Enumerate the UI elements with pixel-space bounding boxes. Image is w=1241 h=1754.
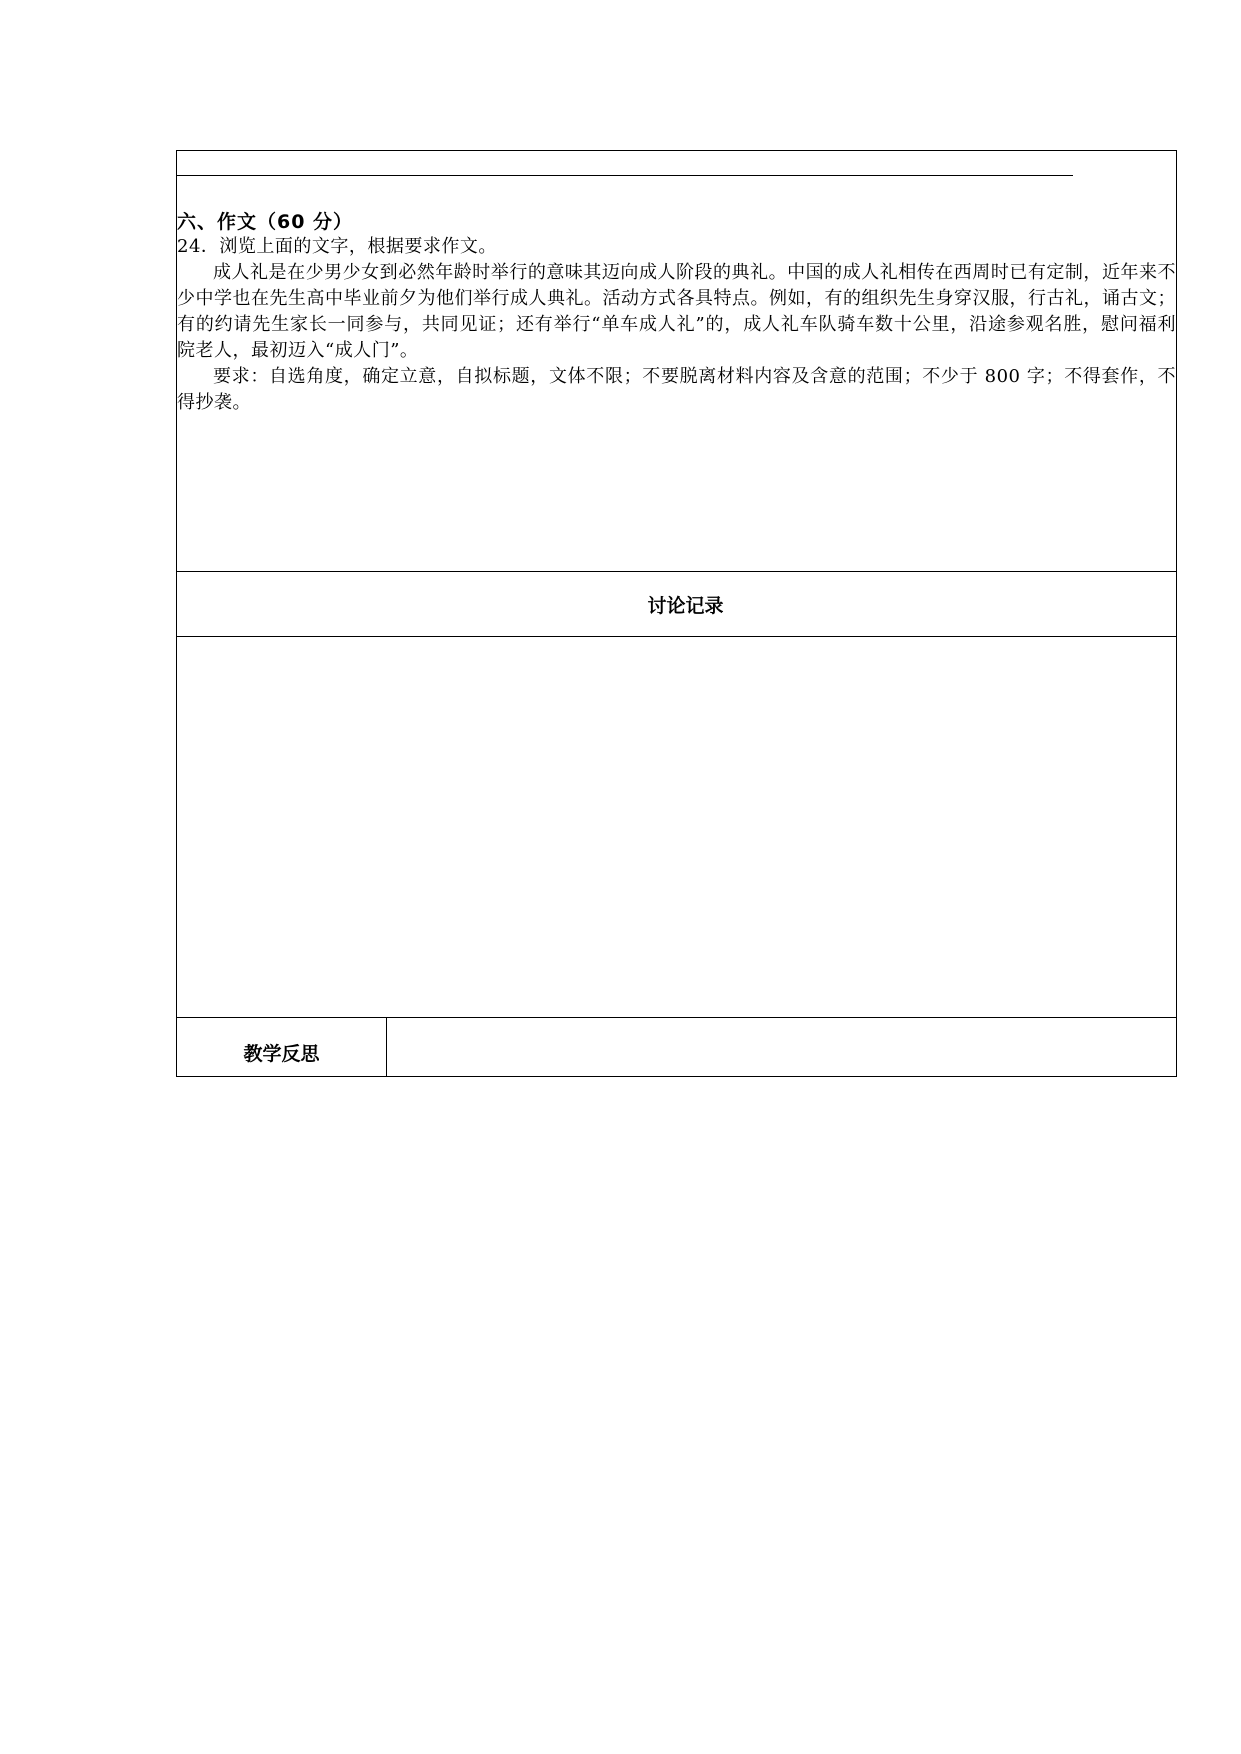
material-paragraph: 成人礼是在少男少女到必然年龄时举行的意味其迈向成人阶段的典礼。中国的成人礼相传在西周时已有定制，近年来不少中学也在先生高中毕业前夕为他们举行成人典礼。活动方式各具特点。例如，有的组织先生身穿汉服，行古礼，诵古文；有的约请先生家长一同参与，共同见证；还有举行“单车成人礼”的，成人礼车队骑车数十公里，沿途参观名胜，慰问福利院老人，最初迈入“成人门”。 (177, 262, 1177, 361)
discussion-content[interactable] (177, 637, 1177, 1018)
reflection-label: 教学反思 (243, 1043, 320, 1065)
discussion-header: 讨论记录 (177, 572, 1177, 637)
essay-cell (177, 151, 1177, 572)
requirements-paragraph: 要求：自选角度，确定立意，自拟标题，文体不限；不要脱离材料内容及含意的范围；不少于 800 字；不得套作，不得抄袭。 (177, 366, 1177, 413)
reflection-content[interactable] (387, 1018, 1177, 1077)
question-text: 24．浏览上面的文字，根据要求作文。 (177, 236, 497, 257)
essay-row (177, 151, 1177, 572)
discussion-content-row (177, 637, 1177, 1018)
section-title: 六、作文（60 分） (177, 211, 354, 233)
answer-line (177, 175, 1073, 176)
lesson-plan-table (176, 150, 1177, 1077)
reflection-row (177, 1018, 1177, 1077)
reflection-label-cell (177, 1018, 387, 1077)
discussion-header-row (177, 572, 1177, 637)
